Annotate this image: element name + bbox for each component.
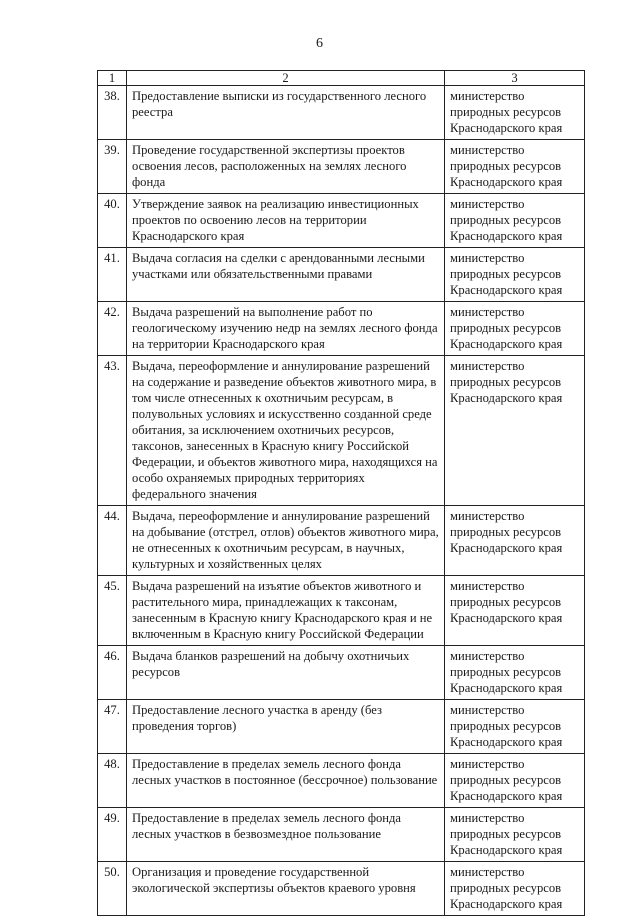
table-row — [98, 862, 585, 916]
responsible-authority: министерство природных ресурсов Краснодарского края — [445, 86, 585, 140]
service-description: Предоставление в пределах земель лесного фонда лесных участков в безвозмездное пользование — [127, 808, 445, 862]
row-number: 46. — [98, 646, 127, 700]
responsible-authority: министерство природных ресурсов Краснодарского края — [445, 808, 585, 862]
table-header-row — [98, 71, 585, 86]
row-number: 49. — [98, 808, 127, 862]
responsible-authority: министерство природных ресурсов Краснодарского края — [445, 754, 585, 808]
table-row — [98, 194, 585, 248]
service-description: Выдача согласия на сделки с арендованными лесными участками или обязательственными правами — [127, 248, 445, 302]
row-number: 39. — [98, 140, 127, 194]
table-row — [98, 808, 585, 862]
table-row — [98, 700, 585, 754]
table-row — [98, 506, 585, 576]
responsible-authority: министерство природных ресурсов Краснодарского края — [445, 140, 585, 194]
responsible-authority: министерство природных ресурсов Краснодарского края — [445, 576, 585, 646]
responsible-authority: министерство природных ресурсов Краснодарского края — [445, 356, 585, 506]
service-description: Предоставление лесного участка в аренду (без проведения торгов) — [127, 700, 445, 754]
service-description: Выдача, переоформление и аннулирование разрешений на добывание (отстрел, отлов) объектов животного мира, не отнесенных к охотничьим ресурсам, в научных, культурных и хозяйственных целях — [127, 506, 445, 576]
row-number: 44. — [98, 506, 127, 576]
column-header-2: 2 — [127, 71, 445, 86]
service-description: Выдача разрешений на выполнение работ по геологическому изучению недр на землях лесного фонда на территории Краснодарского края — [127, 302, 445, 356]
service-description: Организация и проведение государственной экологической экспертизы объектов краевого уровня — [127, 862, 445, 916]
row-number: 50. — [98, 862, 127, 916]
service-description: Выдача бланков разрешений на добычу охотничьих ресурсов — [127, 646, 445, 700]
row-number: 42. — [98, 302, 127, 356]
page-number: 6 — [316, 36, 323, 51]
responsible-authority: министерство природных ресурсов Краснодарского края — [445, 700, 585, 754]
responsible-authority: министерство природных ресурсов Краснодарского края — [445, 646, 585, 700]
row-number: 45. — [98, 576, 127, 646]
row-number: 38. — [98, 86, 127, 140]
table-row — [98, 86, 585, 140]
services-table — [97, 70, 585, 916]
table-row — [98, 576, 585, 646]
row-number: 47. — [98, 700, 127, 754]
service-description: Выдача, переоформление и аннулирование разрешений на содержание и разведение объектов животного мира, в том числе отнесенных к охотничьим ресурсам, в полувольных условиях и искусственно созданной среде обитания, за исключением охотничьих ресурсов, таксонов, занесенных в Красную книгу Российской Федерации, и объектов животного мира, находящихся на особо охраняемых природных территориях федерального значения — [127, 356, 445, 506]
table-row — [98, 646, 585, 700]
responsible-authority: министерство природных ресурсов Краснодарского края — [445, 862, 585, 916]
service-description: Утверждение заявок на реализацию инвестиционных проектов по освоению лесов на территории Краснодарского края — [127, 194, 445, 248]
column-header-3: 3 — [445, 71, 585, 86]
service-description: Выдача разрешений на изъятие объектов животного и растительного мира, принадлежащих к таксонам, занесенным в Красную книгу Краснодарского края и не включенным в Красную книгу Российской Федерации — [127, 576, 445, 646]
service-description: Предоставление выписки из государственного лесного реестра — [127, 86, 445, 140]
responsible-authority: министерство природных ресурсов Краснодарского края — [445, 194, 585, 248]
row-number: 43. — [98, 356, 127, 506]
responsible-authority: министерство природных ресурсов Краснодарского края — [445, 248, 585, 302]
responsible-authority: министерство природных ресурсов Краснодарского края — [445, 302, 585, 356]
table-row — [98, 248, 585, 302]
row-number: 40. — [98, 194, 127, 248]
responsible-authority: министерство природных ресурсов Краснодарского края — [445, 506, 585, 576]
row-number: 48. — [98, 754, 127, 808]
table-row — [98, 302, 585, 356]
column-header-1: 1 — [98, 71, 127, 86]
table-row — [98, 356, 585, 506]
table-row — [98, 140, 585, 194]
row-number: 41. — [98, 248, 127, 302]
service-description: Предоставление в пределах земель лесного фонда лесных участков в постоянное (бессрочное) пользование — [127, 754, 445, 808]
table-row — [98, 754, 585, 808]
service-description: Проведение государственной экспертизы проектов освоения лесов, расположенных на землях лесного фонда — [127, 140, 445, 194]
